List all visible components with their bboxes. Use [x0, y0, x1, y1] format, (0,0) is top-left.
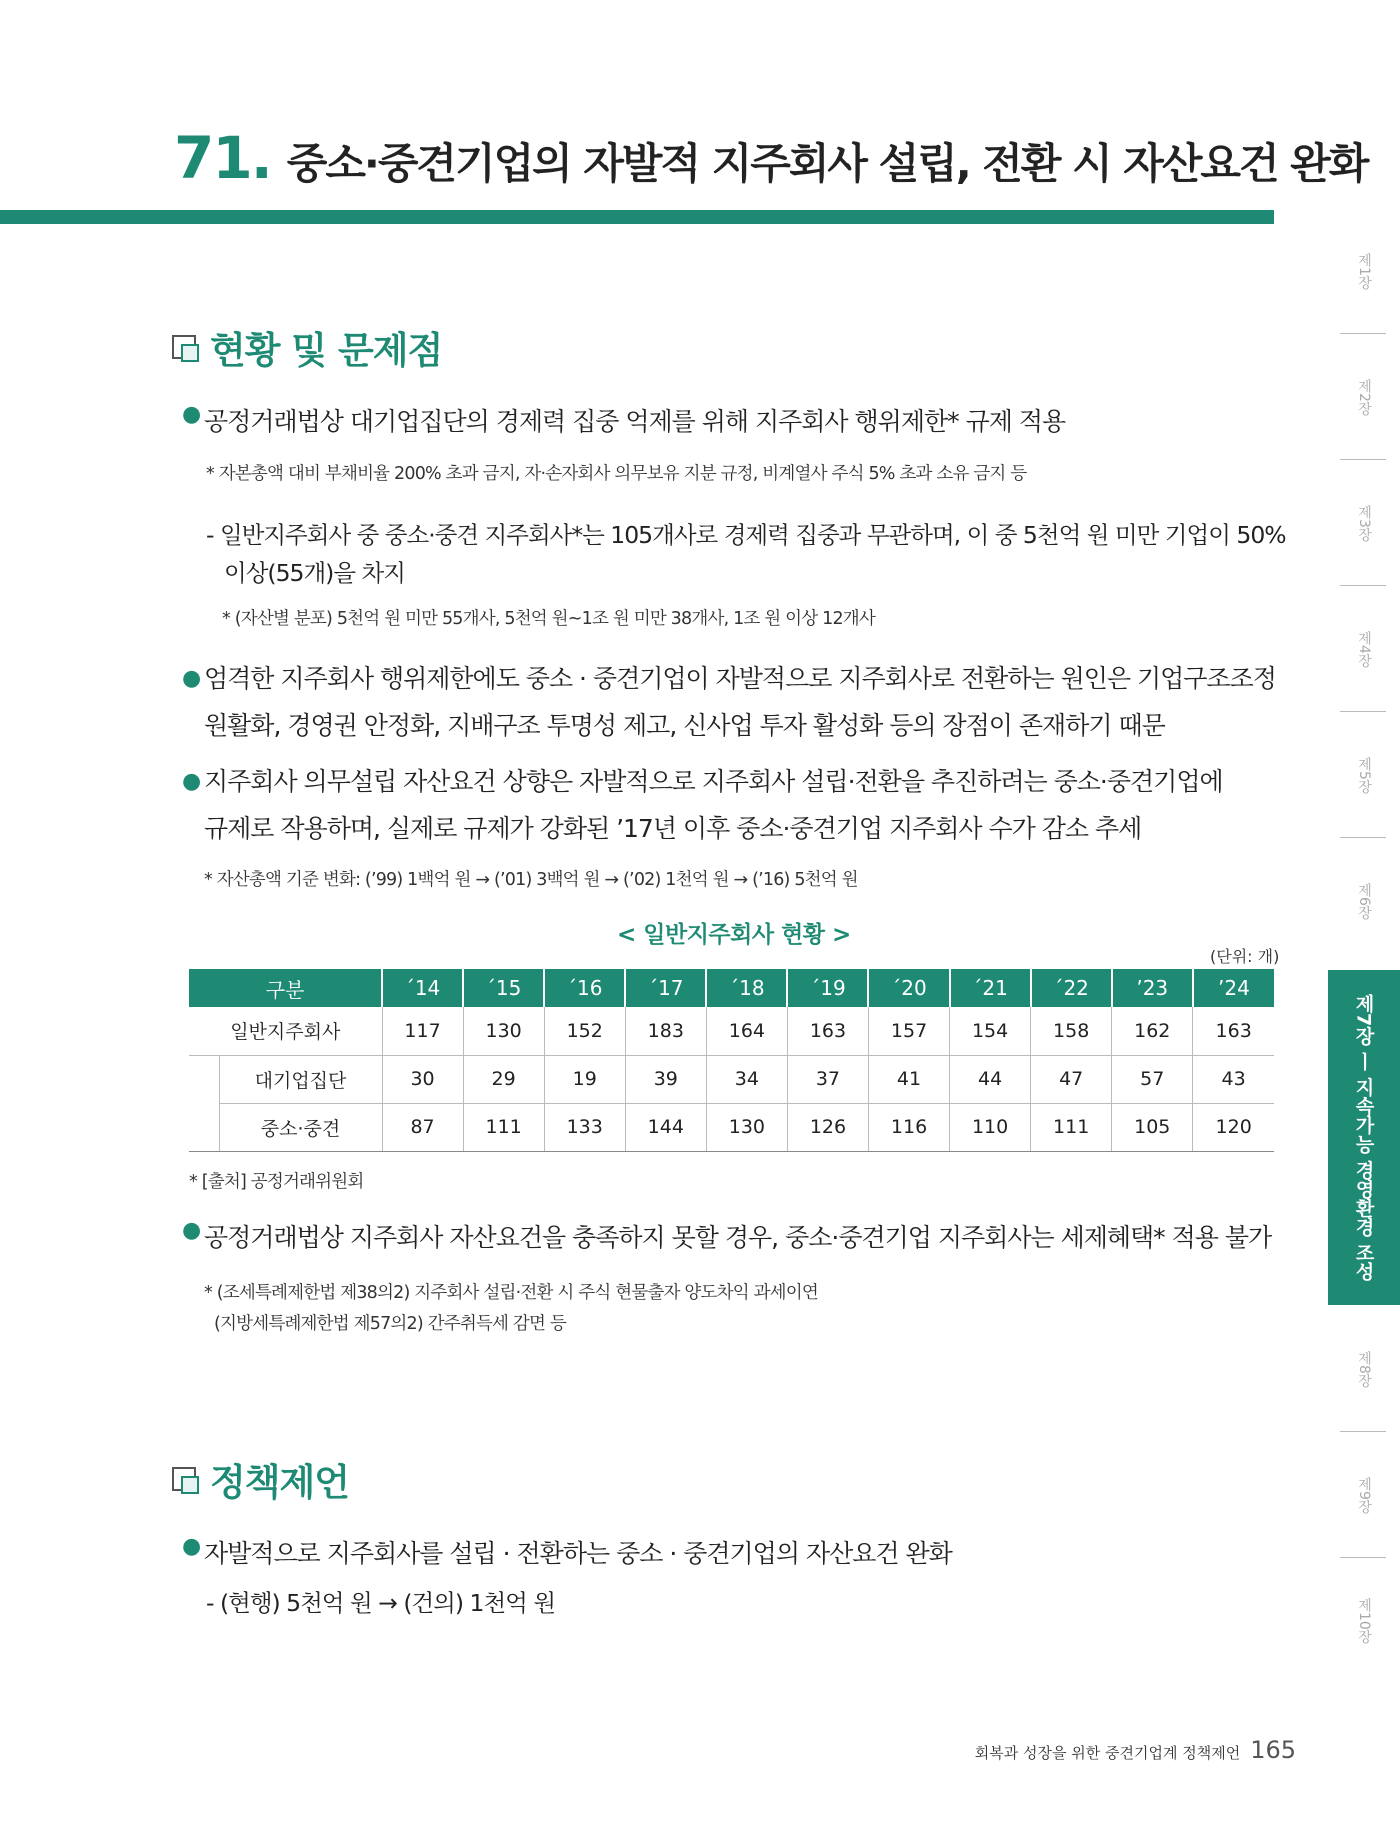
footnote: * 자본총액 대비 부채비율 200% 초과 금지, 자·손자회사 의무보유 지분 규정, 비계열사 주식 5% 초과 소유 금지 등: [206, 464, 1027, 484]
title-number: 71.: [174, 124, 271, 192]
table-cell: 120: [1193, 1103, 1274, 1151]
dash-item: - 일반지주회사 중 중소·중견 지주회사*는 105개사로 경제력 집중과 무관하며, 이 중 5천억 원 미만 기업이 50% 이상(55개)을 차지: [206, 521, 1286, 587]
table-cell: 152: [544, 1007, 625, 1055]
chapter-tab-5[interactable]: 제5장: [1328, 712, 1400, 838]
table-cell: 126: [787, 1103, 868, 1151]
header-cell: 구분: [189, 969, 382, 1007]
chapter-tab-2[interactable]: 제2장: [1328, 334, 1400, 460]
square-bullet-icon: [172, 335, 196, 359]
square-bullet-icon: [172, 1467, 196, 1491]
table-cell: 87: [382, 1103, 463, 1151]
table-unit: (단위: 개): [1210, 947, 1280, 966]
footnote: * (조세특례제한법 제38의2) 지주회사 설립·전환 시 주식 현물출자 양도차익 과세이연 (지방세특례제한법 제57의2) 간주취득세 감면 등: [204, 1283, 818, 1334]
footer-title: 회복과 성장을 위한 중견기업계 정책제언: [974, 1744, 1241, 1762]
table-cell: 41: [868, 1055, 949, 1103]
bullet-item: ● 엄격한 지주회사 행위제한에도 중소 · 중견기업이 자발적으로 지주회사로 전환하는 원인은 기업구조조정 원활화, 경영권 안정화, 지배구조 투명성 제고, 신사업 투자 활성화 등의 장점이 존재하기 때문: [204, 655, 1276, 749]
header-cell: ’23: [1112, 969, 1193, 1007]
header-cell: ´19: [787, 969, 868, 1007]
table-cell: 158: [1031, 1007, 1112, 1055]
header-cell: ´18: [706, 969, 787, 1007]
table-cell: 44: [950, 1055, 1031, 1103]
table-cell: 162: [1112, 1007, 1193, 1055]
footnote: * 자산총액 기준 변화: (’99) 1백억 원 → (’01) 3백억 원 → (’02) 1천억 원 → (’16) 5천억 원: [204, 870, 858, 890]
table-cell: 19: [544, 1055, 625, 1103]
table-cell: 130: [463, 1007, 544, 1055]
table-cell: 163: [1193, 1007, 1274, 1055]
table-cell: 130: [706, 1103, 787, 1151]
table-cell: 29: [463, 1055, 544, 1103]
row-label: 일반지주회사: [189, 1007, 382, 1055]
table-cell: 47: [1031, 1055, 1112, 1103]
chapter-tab-6[interactable]: 제6장: [1356, 882, 1372, 920]
table-cell: 117: [382, 1007, 463, 1055]
row-label: 중소·중견: [219, 1103, 382, 1151]
title-text: 중소·중견기업의 자발적 지주회사 설립, 전환 시 자산요건 완화: [286, 139, 1368, 188]
bullet-dot-icon: ●: [182, 769, 201, 794]
table-cell: 183: [625, 1007, 706, 1055]
table-cell: 133: [544, 1103, 625, 1151]
dash-item: - (현행) 5천억 원 → (건의) 1천억 원: [206, 1589, 556, 1617]
indent-cell: [189, 1055, 219, 1103]
bullet-item: ● 지주회사 의무설립 자산요건 상향은 자발적으로 지주회사 설립·전환을 추진하려는 중소·중견기업에 규제로 작용하며, 실제로 규제가 강화된 ’17년 이후 중소·중견기업 지주회사 수가 감소 추세: [204, 758, 1223, 852]
table-header-row: [189, 969, 1274, 1007]
table-caption: < 일반지주회사 현황 >: [617, 922, 851, 948]
table-cell: 37: [787, 1055, 868, 1103]
table-cell: 105: [1112, 1103, 1193, 1151]
header-cell: ´22: [1031, 969, 1112, 1007]
section-label: 정책제언: [210, 1461, 349, 1504]
bullet-item: ● 공정거래법상 지주회사 자산요건을 충족하지 못할 경우, 중소·중견기업 지주회사는 세제혜택* 적용 불가: [182, 1218, 1272, 1252]
bullet-dot-icon: ●: [182, 402, 201, 427]
table-row: [189, 1103, 1274, 1151]
section-heading-status: [172, 320, 442, 374]
table-cell: 163: [787, 1007, 868, 1055]
table-cell: 111: [1031, 1103, 1112, 1151]
table-cell: 30: [382, 1055, 463, 1103]
table-cell: 34: [706, 1055, 787, 1103]
table-cell: 111: [463, 1103, 544, 1151]
header-cell: ´14: [382, 969, 463, 1007]
bullet-dot-icon: ●: [182, 666, 201, 691]
bullet-dot-icon: ●: [182, 1218, 201, 1243]
bullet-dot-icon: ●: [182, 1534, 201, 1559]
table-row: [189, 1007, 1274, 1055]
header-cell: ´20: [868, 969, 949, 1007]
table-cell: 154: [950, 1007, 1031, 1055]
chapter-tab-8[interactable]: 제8장: [1328, 1306, 1400, 1432]
section-label: 현황 및 문제점: [210, 329, 443, 372]
table-source: * [출처] 공정거래위원회: [189, 1172, 364, 1192]
table-cell: 144: [625, 1103, 706, 1151]
title-bar: [0, 210, 1274, 224]
header-cell: ´21: [950, 969, 1031, 1007]
page-footer: [975, 1736, 1296, 1764]
chapter-tab-4[interactable]: 제4장: [1328, 586, 1400, 712]
table-cell: 43: [1193, 1055, 1274, 1103]
table-cell: 57: [1112, 1055, 1193, 1103]
holding-company-table: [189, 969, 1274, 1152]
table-cell: 116: [868, 1103, 949, 1151]
chapter-tab-3[interactable]: 제3장: [1328, 460, 1400, 586]
chapter-tab-7-active[interactable]: 제7장 ㅣ 지속가능 경영환경 조성: [1328, 970, 1400, 1305]
header-cell: ´16: [544, 969, 625, 1007]
header-cell: ’24: [1193, 969, 1274, 1007]
footnote: * (자산별 분포) 5천억 원 미만 55개사, 5천억 원~1조 원 미만 38개사, 1조 원 이상 12개사: [222, 609, 876, 629]
page-title: [174, 124, 1367, 196]
header-cell: ´17: [625, 969, 706, 1007]
table-row: [189, 1055, 1274, 1103]
chapter-tab-1[interactable]: 제1장: [1328, 208, 1400, 334]
section-heading-proposal: [172, 1452, 349, 1506]
page-number: 165: [1250, 1736, 1296, 1764]
table-cell: 164: [706, 1007, 787, 1055]
table-cell: 39: [625, 1055, 706, 1103]
header-cell: ´15: [463, 969, 544, 1007]
bullet-item: ● 공정거래법상 대기업집단의 경제력 집중 억제를 위해 지주회사 행위제한* 규제 적용: [182, 402, 1066, 436]
table-cell: 157: [868, 1007, 949, 1055]
chapter-tab-9[interactable]: 제9장: [1328, 1432, 1400, 1558]
bullet-item: ● 자발적으로 지주회사를 설립 · 전환하는 중소 · 중견기업의 자산요건 완화: [182, 1534, 952, 1568]
chapter-tab-10[interactable]: 제10장: [1356, 1598, 1372, 1644]
row-label: 대기업집단: [219, 1055, 382, 1103]
table-cell: 110: [950, 1103, 1031, 1151]
indent-cell: [189, 1103, 219, 1151]
